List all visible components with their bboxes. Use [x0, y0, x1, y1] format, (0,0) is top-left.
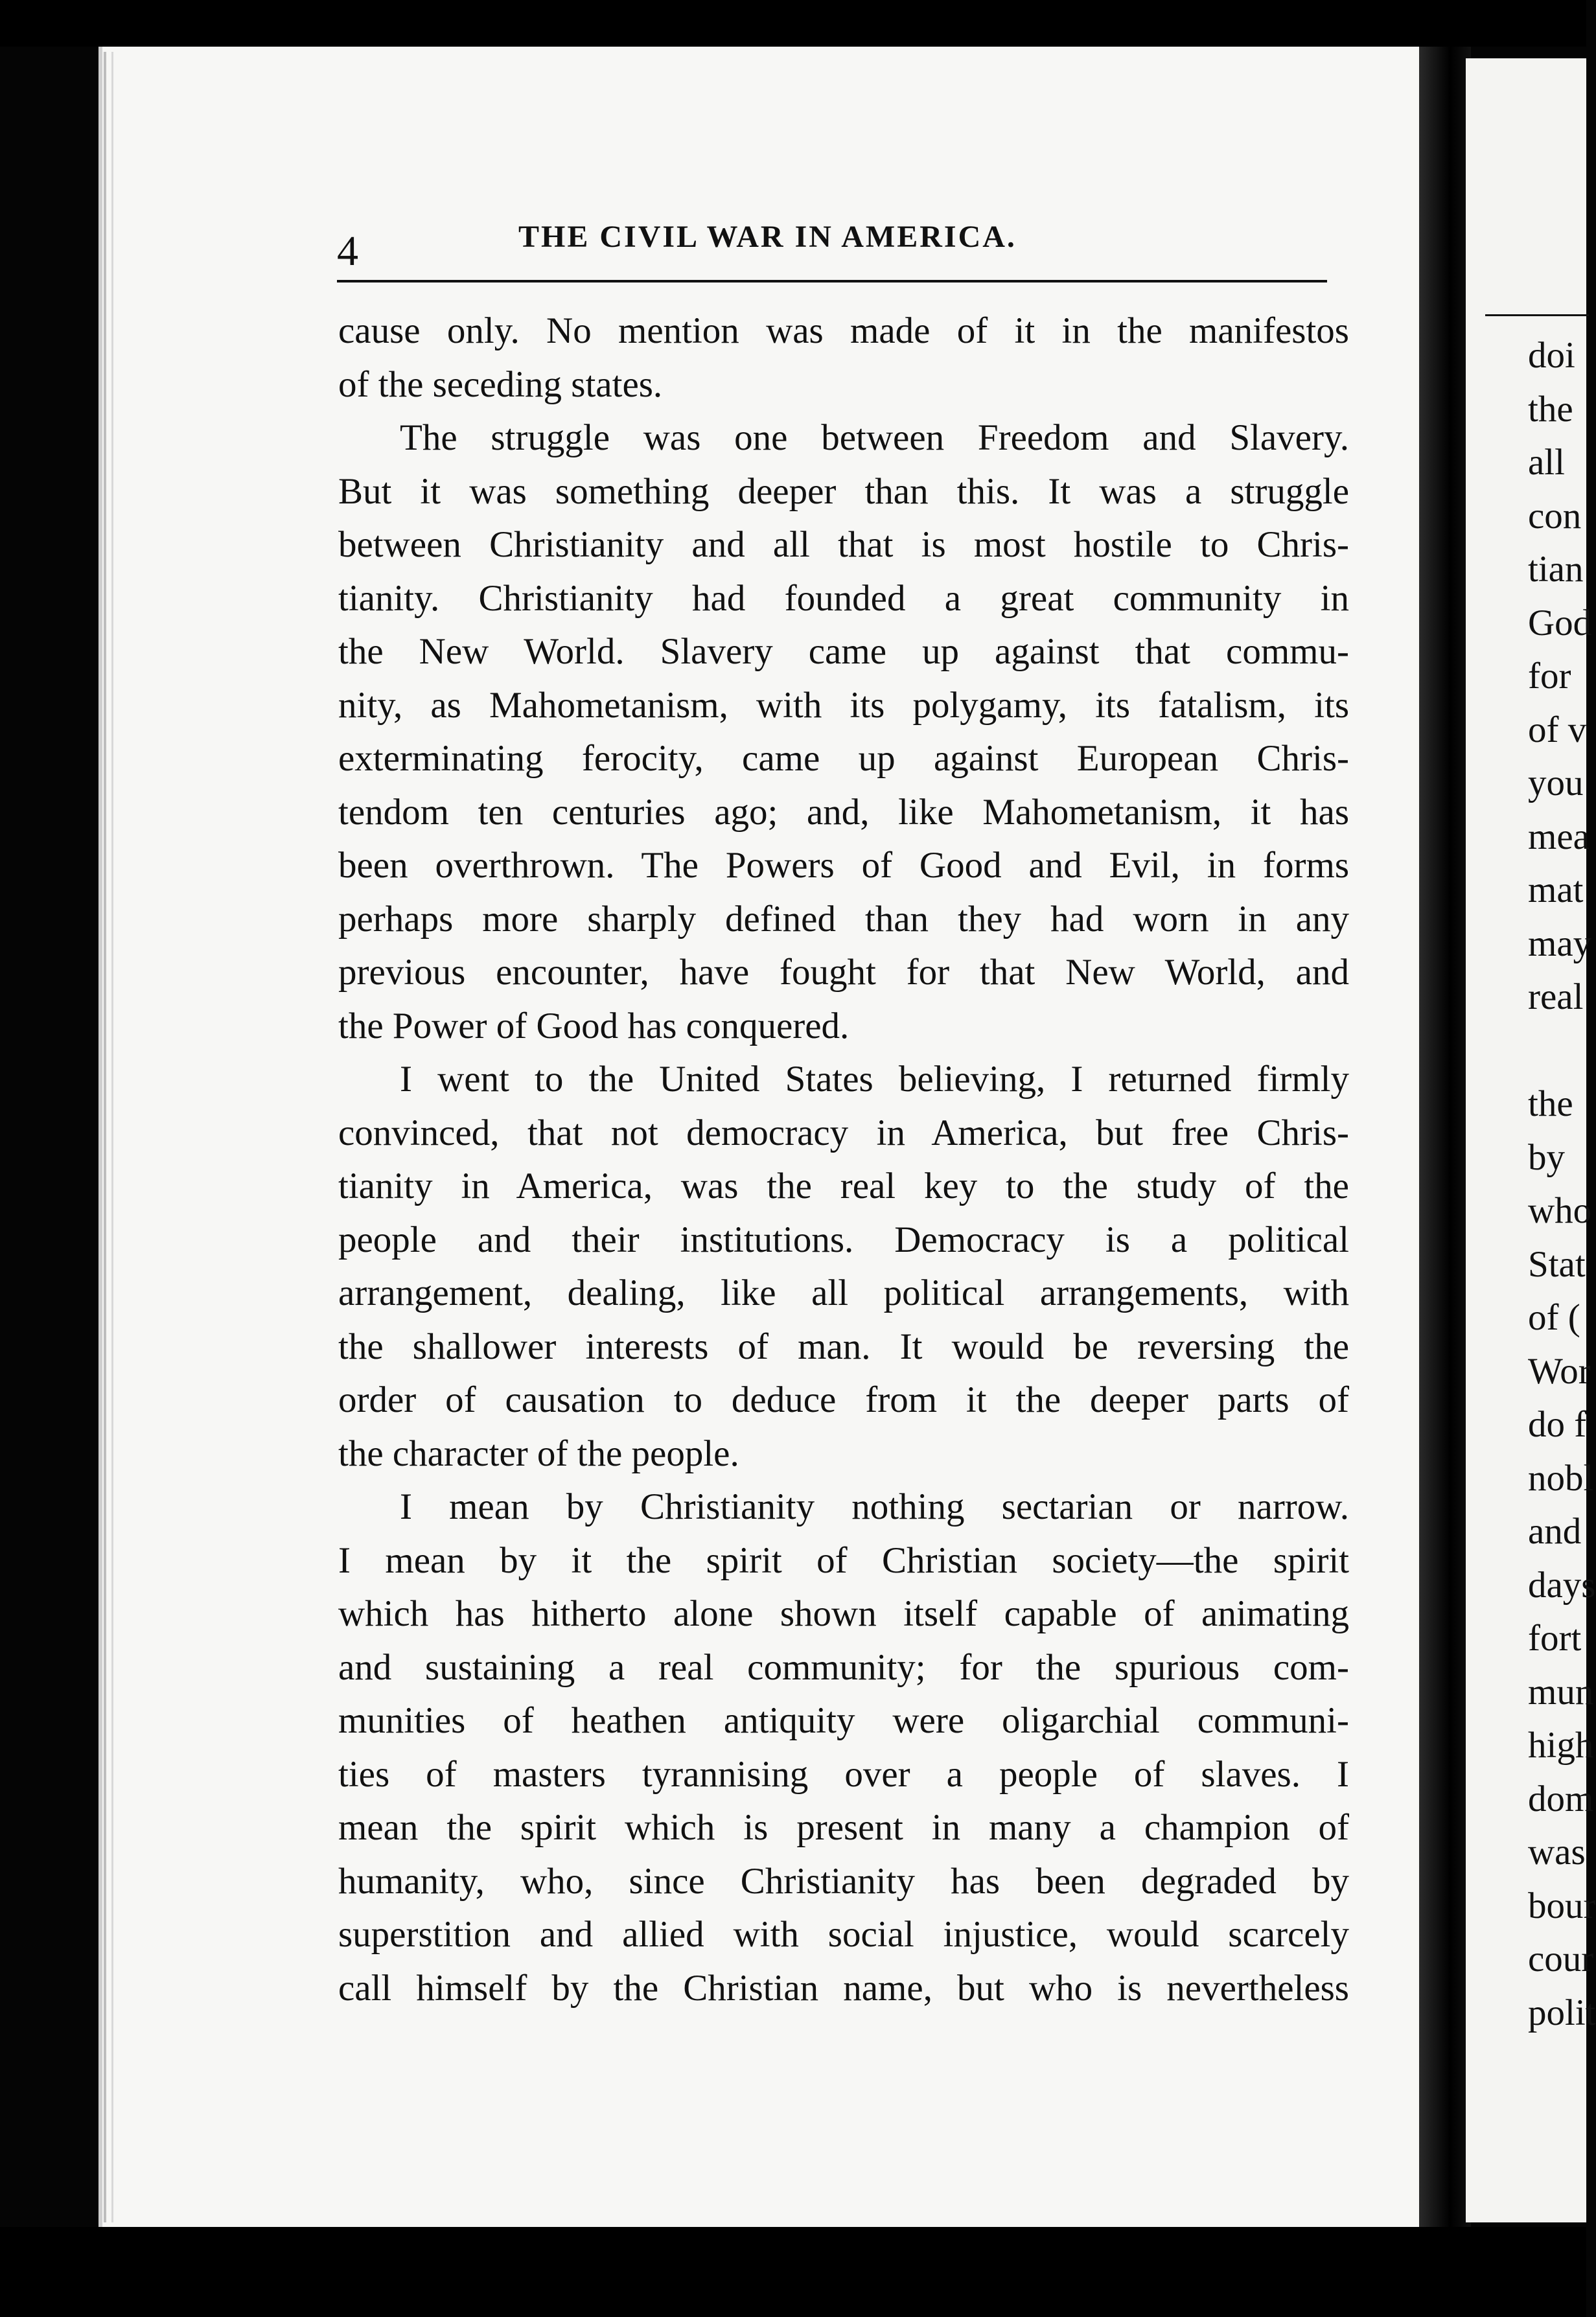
- facing-page-fragment: doi: [1528, 335, 1575, 376]
- facing-page-fragment: who: [1528, 1190, 1592, 1231]
- facing-page-fragment: all: [1528, 442, 1565, 483]
- text-line: which has hitherto alone shown itself capable of animating: [338, 1593, 1349, 1634]
- book-gutter-shadow: [1419, 47, 1471, 2317]
- text-line: the Power of Good has conquered.: [338, 1005, 850, 1046]
- facing-page-fragment: was: [1528, 1832, 1586, 1873]
- text-line: humanity, who, since Christianity has been degraded by: [338, 1860, 1349, 1902]
- scan-top-border: [0, 0, 1586, 47]
- text-line: The struggle was one between Freedom and Slavery.: [400, 417, 1349, 458]
- text-line: been overthrown. The Powers of Good and Evil, in forms: [338, 845, 1349, 886]
- facing-page-fragment: may: [1528, 923, 1592, 964]
- text-line: tianity. Christianity had founded a great community in: [338, 577, 1349, 619]
- facing-page-fragment: dom: [1528, 1778, 1594, 1819]
- text-line: between Christianity and all that is most hostile to Chris-: [338, 524, 1349, 565]
- facing-page-fragment: for: [1528, 656, 1571, 697]
- text-line: convinced, that not democracy in America, but free Chris-: [338, 1112, 1349, 1153]
- running-head: THE CIVIL WAR IN AMERICA.: [518, 220, 1017, 254]
- facing-page-fragment: Stat: [1528, 1243, 1586, 1285]
- text-line: I mean by Christianity nothing sectarian or narrow.: [400, 1486, 1349, 1527]
- facing-page: [1466, 58, 1596, 2222]
- text-line: nity, as Mahometanism, with its polygamy, its fatalism, its: [338, 684, 1349, 726]
- facing-page-fragment: mun: [1528, 1671, 1594, 1712]
- body-text: [338, 305, 1349, 2015]
- text-line: arrangement, dealing, like all political arrangements, with: [338, 1273, 1349, 1313]
- page-edge: [111, 52, 113, 2222]
- facing-page-fragment: bour: [1528, 1885, 1596, 1926]
- facing-page-fragment: Wor: [1528, 1350, 1591, 1392]
- facing-page-fragment: of v: [1528, 709, 1587, 750]
- text-line: superstition and allied with social injustice, would scarcely: [338, 1914, 1349, 1955]
- facing-page-fragment: high: [1528, 1725, 1594, 1766]
- facing-page-fragment: and: [1528, 1511, 1582, 1552]
- facing-page-fragment: mea: [1528, 816, 1590, 857]
- facing-page-fragment: the: [1528, 388, 1573, 430]
- text-line: tianity in America, was the real key to the study of the: [338, 1166, 1349, 1206]
- text-line: of the seceding states.: [338, 363, 663, 405]
- text-line: the character of the people.: [338, 1433, 739, 1474]
- facing-page-fragment: the: [1528, 1083, 1573, 1124]
- facing-page-rule: [1485, 314, 1589, 316]
- text-line: munities of heathen antiquity were oligarchial communi-: [338, 1700, 1349, 1741]
- facing-page-fragment: by: [1528, 1136, 1565, 1178]
- text-line: mean the spirit which is present in many a champion of: [338, 1807, 1349, 1848]
- facing-page-fragment: cour: [1528, 1939, 1594, 1979]
- text-line: I mean by it the spirit of Christian society—the spirit: [338, 1539, 1349, 1581]
- text-line: and sustaining a real community; for the spurious com-: [338, 1646, 1349, 1688]
- text-line: I went to the United States believing, I returned firmly: [400, 1059, 1349, 1100]
- text-line: perhaps more sharply defined than they had worn in any: [338, 898, 1349, 939]
- facing-page-fragment: you: [1528, 763, 1584, 803]
- text-line: cause only. No mention was made of it in the manifestos: [338, 310, 1349, 351]
- text-line: order of causation to deduce from it the deeper parts of: [338, 1379, 1349, 1420]
- paragraph: [338, 305, 1349, 411]
- facing-page-fragment: nobl: [1528, 1457, 1594, 1499]
- text-line: previous encounter, have fought for that New World, and: [338, 952, 1349, 993]
- page-number: 4: [337, 227, 358, 275]
- facing-page-fragment: do f: [1528, 1404, 1587, 1445]
- text-line: But it was something deeper than this. It was a struggle: [338, 470, 1349, 512]
- header-rule: [337, 280, 1327, 282]
- text-line: the shallower interests of man. It would be reversing the: [338, 1326, 1349, 1367]
- paragraph: [338, 411, 1349, 1053]
- facing-page-fragment: God: [1528, 602, 1592, 643]
- text-line: people and their institutions. Democracy is a political: [338, 1219, 1349, 1260]
- facing-page-fragment: of (: [1528, 1297, 1580, 1338]
- text-line: tendom ten centuries ago; and, like Mahometanism, it has: [338, 791, 1349, 833]
- facing-page-fragment: polit: [1528, 1992, 1596, 2033]
- text-line: call himself by the Christian name, but who is nevertheless: [338, 1967, 1349, 2009]
- facing-page-fragment: mat: [1528, 870, 1584, 910]
- facing-page-fragment: days: [1528, 1564, 1596, 1606]
- paragraph: [338, 1053, 1349, 1481]
- text-line: ties of masters tyrannising over a people of slaves. I: [338, 1753, 1349, 1795]
- paragraph: [338, 1481, 1349, 2015]
- scan-bottom-border: [0, 2227, 1586, 2317]
- page-edge: [104, 52, 106, 2222]
- facing-page-fragment: tian: [1528, 549, 1584, 590]
- facing-page-fragment: con: [1528, 495, 1582, 536]
- facing-page-fragment: fort: [1528, 1618, 1582, 1659]
- text-line: exterminating ferocity, came up against European Chris-: [338, 738, 1349, 779]
- facing-page-fragment: real: [1528, 976, 1584, 1017]
- text-line: the New World. Slavery came up against that commu-: [338, 631, 1349, 672]
